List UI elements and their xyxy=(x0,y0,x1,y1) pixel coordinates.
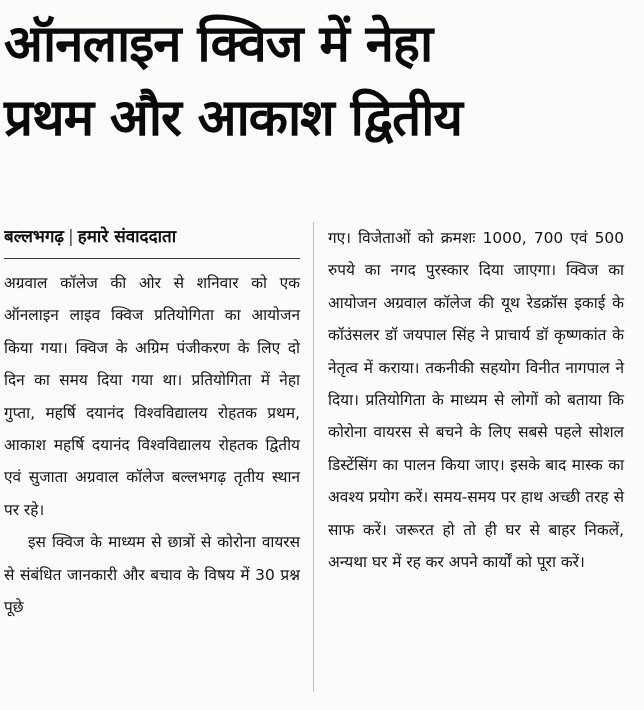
column-divider xyxy=(313,222,314,692)
byline-separator: | xyxy=(68,227,74,247)
article-paragraph: अग्रवाल कॉलेज की ओर से शनिवार को एक ऑनलाइन लाइव क्विज प्रतियोगिता का आयोजन किया गया। क्विज के अग्रिम पंजीकरण के लिए दो दिन का समय दिया गया था। प्रतियोगिता में नेहा गुप्ता, महर्षि दयानंद विश्वविद्यालय रोहतक प्रथम, आकाश महर्षि दयानंद विश्वविद्यालय रोहतक द्वितीय एवं सुजाता अग्रवाल कॉलेज बल्लभगढ़ तृतीय स्थान पर रहे। xyxy=(4,274,300,519)
headline-line-2: प्रथम और आकाश द्वितीय xyxy=(4,89,462,148)
byline-place: बल्लभगढ़ xyxy=(4,227,64,247)
article-paragraph: इस क्विज के माध्यम से छात्रों से कोरोना वायरस से संबंधित जानकारी और बचाव के विषय में 30 प्रश्न पूछे xyxy=(4,533,300,617)
byline xyxy=(4,222,300,258)
article-paragraph: गए। विजेताओं को क्रमशः 1000, 700 एवं 500 रुपये का नगद पुरस्कार दिया जाएगा। क्विज का आयोजन अग्रवाल कॉलेज की यूथ रेडक्रॉस इकाई के कॉउंसलर डॉ जयपाल सिंह ने प्राचार्य डॉ कृष्णकांत के नेतृत्व में कराया। तकनीकी सहयोग विनीत नागपाल ने दिया। प्रतियोगिता के माध्यम से लोगों को बताया कि कोरोना वायरस से बचने के लिए सबसे पहले सोशल डिस्टेंसिंग का पालन किया जाए। इसके बाद मास्क का अवश्य प्रयोग करें। समय-समय पर हाथ अच्छी तरह से साफ करें। जरूरत हो तो ही घर से बाहर निकलें, अन्यथा घर में रह कर अपने कार्यों को पूरा करें। xyxy=(328,229,624,572)
right-column xyxy=(328,222,624,578)
left-column xyxy=(4,222,300,623)
headline-line-1: ऑनलाइन क्विज में नेहा xyxy=(4,15,433,74)
byline-underline xyxy=(4,258,300,259)
headline xyxy=(4,8,640,156)
byline-reporter: हमारे संवाददाता xyxy=(77,227,177,247)
left-column-text xyxy=(4,267,300,623)
right-column-text xyxy=(328,222,624,578)
